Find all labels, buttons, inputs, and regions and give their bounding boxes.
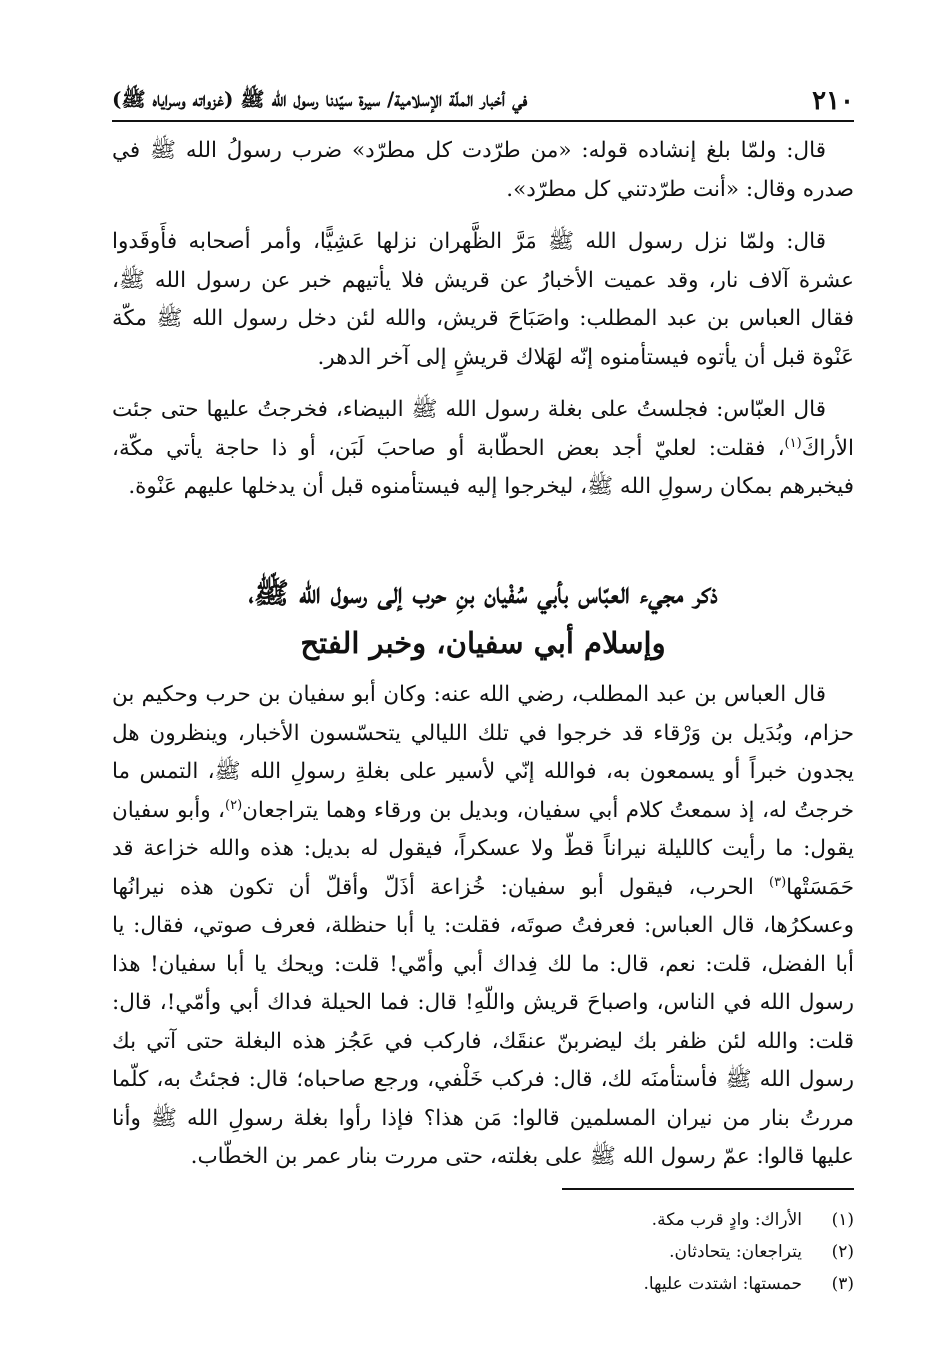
- footnote-text: الأراك: وادٍ قرب مكة.: [651, 1210, 802, 1230]
- paragraph-text: قال العبّاس: فجلستُ على بغلة رسول الله ﷺ البيضاء، فخرجتُ عليها حتى جئت الأراكَ: [112, 397, 854, 461]
- footnotes: [112, 1204, 854, 1300]
- footnote: [112, 1236, 854, 1268]
- footnote-ref: (٢): [225, 797, 243, 813]
- page-number: ٢١٠: [812, 86, 854, 116]
- footnote-ref: (١): [784, 435, 802, 451]
- running-title: في أخبار الملّة الإسلامية/ سيرة سيّدنا رسول الله ﷺ (غزواته وسراياه ﷺ): [112, 87, 528, 111]
- section-heading: [112, 568, 854, 668]
- running-header: [112, 78, 854, 122]
- paragraph: [112, 676, 854, 1177]
- footnote-divider: [562, 1188, 854, 1190]
- paragraph: [112, 391, 854, 507]
- footnote-mark: (٣): [831, 1274, 854, 1294]
- body-text-top: [112, 132, 854, 521]
- footnote-mark: (١): [831, 1210, 854, 1230]
- paragraph-text: قال العباس بن عبد المطلب، رضي الله عنه: وكان أبو سفيان بن حرب وحكيم بن حزام، وبُدَيل بن وَرْقاء قد خرجوا في تلك الليالي يتحسّسون الأخبار، وينظرون هل يجدون خبراً أو يسمعون به، فوالله إنّي لأسير على بغلةِ رسولِ الله ﷺ، التمس ما خرجتُ له، إذ سمعتُ كلام أبي سفيان، وبديل بن ورقاء وهما يتراجعان: [112, 682, 854, 823]
- paragraph: قال: ولمّا بلغ إنشاده قوله: «من طرّدت كل مطرّد» ضرب رسولُ الله ﷺ في صدره وقال: «أنت طرّدتني كل مطرّد».: [112, 138, 854, 202]
- body-text-bottom: [112, 676, 854, 1177]
- paragraph-text: ، فقلت: لعليّ أجد بعض الحطّابة أو صاحبَ لَبَن، أو ذا حاجة يأتي مكّة، فيخبرهم بمكان رسولِ الله ﷺ، ليخرجوا إليه فيستأمنوه قبل أن يدخلها عليهم عَنْوة.: [112, 435, 854, 499]
- footnote-text: حمستها: اشتدت عليها.: [643, 1274, 802, 1294]
- heading-line: ذكر مجيء العبّاس بأبي سُفْيان بنِ حرب إلى رسول الله ﷺ،: [248, 576, 718, 610]
- footnote-ref: (٣): [769, 874, 787, 890]
- footnote: [112, 1204, 854, 1236]
- paragraph: قال: ولمّا نزل رسول الله ﷺ مَرَّ الظَّهران نزلها عَشِيًّا، وأمر أصحابه فأَوقَدوا عشرة آلاف نار، وقد عميت الأخبارُ عن قريش فلا يأتيهم خبر عن رسول الله ﷺ، فقال العباس بن عبد المطلب: واصَبَاحَ قريش، والله لئن دخل رسول الله ﷺ مكّة عَنْوة قبل أن يأتوه فيستأمنوه إنّه لهَلاك قريشٍ إلى آخر الدهر.: [112, 229, 854, 370]
- footnote: [112, 1268, 854, 1300]
- paragraph-text: الحرب، فيقول أبو سفيان: خُزاعة أذَلّ وأقلّ أن تكون هذه نيرانُها وعسكرُها، قال العباس: فعرفتُ صوتَه، فقلت: يا أبا حنظلة، فعرف صوتي، فقال: يا أبا الفضل، قلت: نعم، قال: ما لك فِداك أبي وأمّي! قلت: ويحك يا أبا سفيان! هذا رسول الله في الناس، واصباحَ قريش واللّهِ! قال: فما الحيلة فداك أبي وأمّي!، قال: قلت: والله لئن ظفر بك ليضربنّ عنقَك، فاركب في عَجُز هذه البغلة حتى آتي بك رسول الله ﷺ فأستأمنَه لك، قال: فركب خَلْفي، ورجع صاحباه؛ قال: فجئتُ به، كلّما مررتُ بنار من نيران المسلمين قالوا: مَن هذا؟ فإذا رأوا بغلة رسولِ الله ﷺ وأنا عليها قالوا: عمّ رسول الله ﷺ على بغلته، حتى مررت بنار عمر بن الخطّاب.: [112, 874, 854, 1169]
- heading-line: وإسلام أبي سفيان، وخبر الفتح: [300, 626, 666, 660]
- footnote-text: يتراجعان: يتحادثان.: [669, 1242, 802, 1262]
- paragraph-text: ، وأبو سفيان يقول: ما رأيت كالليلة نيراناً قطّ ولا عسكراً، فيقول له بديل: هذه والله خزاعة قد حَمَسَتْها: [112, 797, 854, 900]
- footnote-mark: (٢): [831, 1242, 854, 1262]
